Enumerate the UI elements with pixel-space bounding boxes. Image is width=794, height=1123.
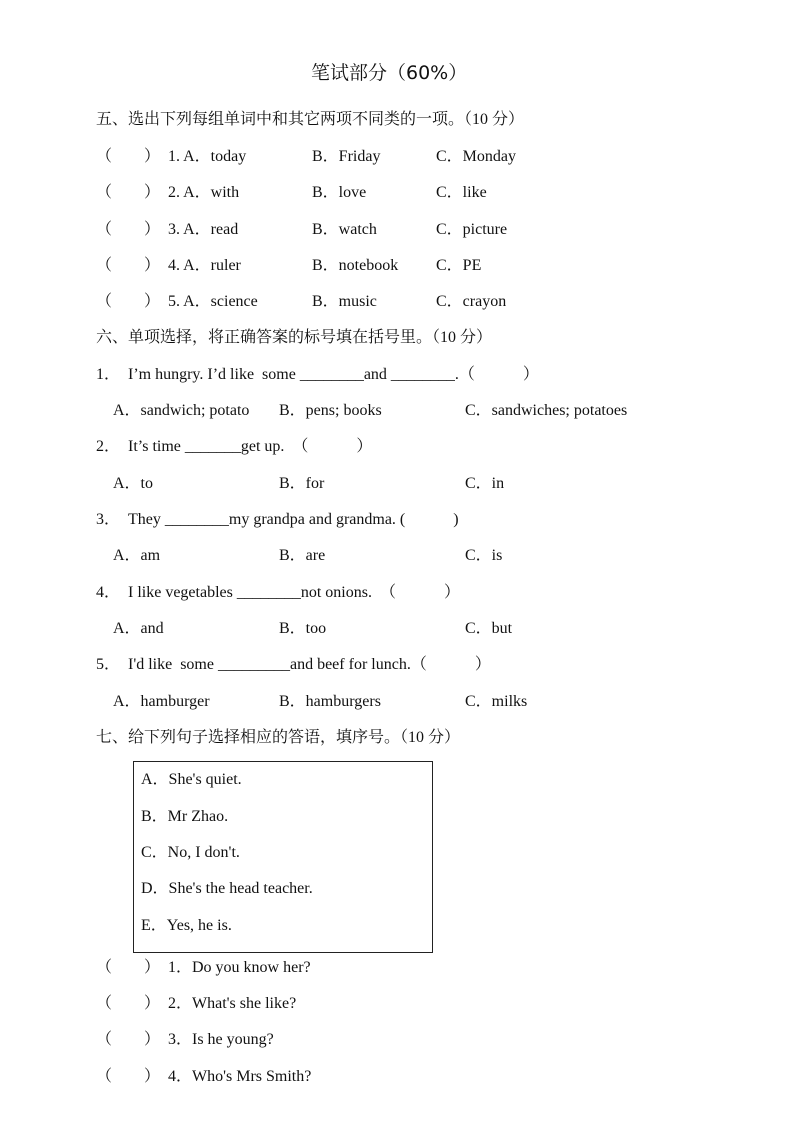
question-text: 3． They ________my grandpa and grandma. ( ) (96, 511, 459, 528)
choice-b: B．hamburgers (279, 693, 381, 710)
answer-paren[interactable]: （ ） (96, 148, 161, 165)
option-c: C．Monday (436, 148, 517, 165)
section-7-heading: 七、给下列句子选择相应的答语，填序号。（10 分） (96, 729, 461, 746)
choice-a: A．hamburger (113, 693, 210, 710)
section-6-heading: 六、单项选择，将正确答案的标号填在括号里。（10 分） (96, 329, 493, 346)
option-b: B．notebook (312, 257, 399, 274)
question-text: 3．Is he young? (168, 1031, 274, 1048)
page-title: 笔试部分（60%） (311, 62, 468, 84)
option-c: C．like (436, 184, 487, 201)
answer-option: D．She's the head teacher. (141, 880, 313, 897)
option-a: 4. A．ruler (168, 257, 241, 274)
answer-option: C．No, I don't. (141, 844, 240, 861)
answer-paren[interactable]: （ ） (96, 1068, 161, 1085)
option-b: B．music (312, 293, 377, 310)
choice-c: C．sandwiches; potatoes (465, 402, 628, 419)
answer-paren[interactable]: （ ） (96, 1031, 161, 1048)
option-a: 3. A．read (168, 221, 239, 238)
choice-b: B．for (279, 475, 325, 492)
choice-c: C．but (465, 620, 513, 637)
option-b: B．love (312, 184, 367, 201)
question-text: 4． I like vegetables ________not onions. （ ） (96, 584, 460, 601)
choice-a: A．and (113, 620, 164, 637)
option-c: C．PE (436, 257, 482, 274)
answer-option: B．Mr Zhao. (141, 808, 229, 825)
question-text: 2．What's she like? (168, 995, 297, 1012)
answer-option: E．Yes, he is. (141, 917, 232, 934)
answer-paren[interactable]: （ ） (96, 184, 161, 201)
choice-b: B．pens; books (279, 402, 382, 419)
option-a: 5. A．science (168, 293, 258, 310)
section-5-heading: 五、选出下列每组单词中和其它两项不同类的一项。（10 分） (96, 111, 525, 128)
choice-b: B．too (279, 620, 327, 637)
question-text: 1．Do you know her? (168, 959, 311, 976)
question-text: 4．Who's Mrs Smith? (168, 1068, 312, 1085)
answer-option: A．She's quiet. (141, 771, 242, 788)
option-a: 1. A．today (168, 148, 247, 165)
choice-b: B．are (279, 547, 326, 564)
option-a: 2. A．with (168, 184, 240, 201)
answer-paren[interactable]: （ ） (96, 257, 161, 274)
choice-c: C．in (465, 475, 505, 492)
choice-a: A．to (113, 475, 154, 492)
question-text: 5． I'd like some _________and beef for lunch.（ ） (96, 656, 491, 673)
question-text: 2． It’s time _______get up. （ ） (96, 438, 373, 455)
option-b: B．watch (312, 221, 377, 238)
choice-a: A．am (113, 547, 161, 564)
option-b: B．Friday (312, 148, 381, 165)
answer-paren[interactable]: （ ） (96, 221, 161, 238)
choice-c: C．milks (465, 693, 528, 710)
answer-paren[interactable]: （ ） (96, 995, 161, 1012)
option-c: C．picture (436, 221, 508, 238)
question-text: 1． I’m hungry. I’d like some ________and ________.（ ） (96, 366, 539, 383)
answer-paren[interactable]: （ ） (96, 959, 161, 976)
answer-paren[interactable]: （ ） (96, 293, 161, 310)
option-c: C．crayon (436, 293, 507, 310)
choice-a: A．sandwich; potato (113, 402, 250, 419)
choice-c: C．is (465, 547, 503, 564)
